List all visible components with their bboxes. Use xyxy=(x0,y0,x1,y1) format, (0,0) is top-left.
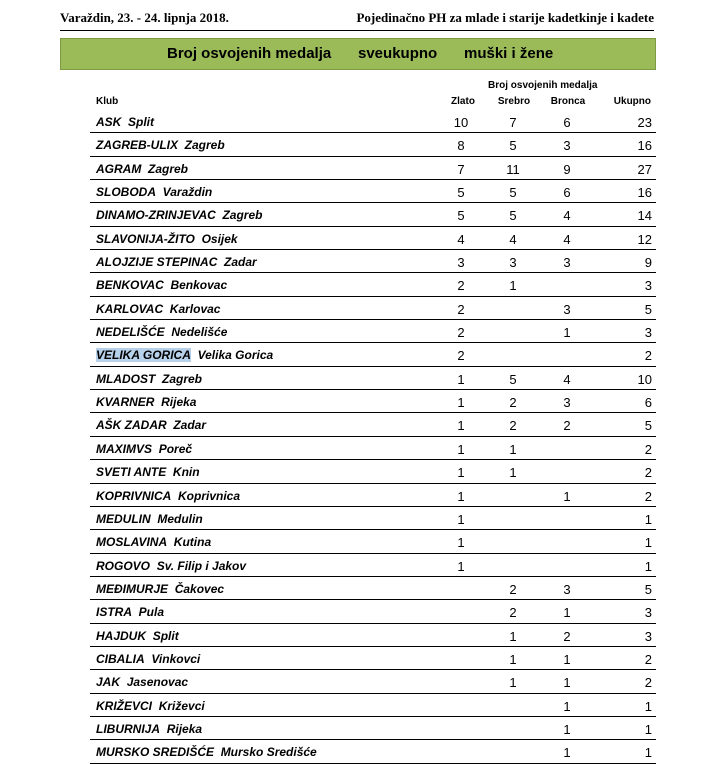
table-row xyxy=(90,227,656,250)
table-row xyxy=(90,250,656,273)
club-city: Kutina xyxy=(173,535,212,550)
gold-count: 1 xyxy=(457,488,465,504)
table-row xyxy=(90,203,656,226)
club-name: BENKOVAC xyxy=(96,278,164,293)
club-city: Koprivnica xyxy=(178,488,241,503)
club-city: Mursko Središće xyxy=(220,745,317,760)
banner-category: muški i žene xyxy=(464,45,554,62)
club-name-cell xyxy=(96,559,246,573)
gold-count: 8 xyxy=(457,138,465,154)
table-row xyxy=(90,343,656,366)
table-row xyxy=(90,717,656,740)
bronze-count: 3 xyxy=(563,301,571,317)
silver-count: 11 xyxy=(506,161,520,177)
silver-count: 2 xyxy=(509,395,517,411)
club-name-cell xyxy=(96,745,317,759)
club-city: Karlovac xyxy=(169,301,221,316)
club-name-cell xyxy=(96,395,196,409)
gold-count: 1 xyxy=(457,511,465,527)
table-row xyxy=(90,694,656,717)
club-city: Zagreb xyxy=(148,161,189,176)
club-name: AGRAM xyxy=(96,161,142,176)
club-name-cell xyxy=(96,652,200,666)
club-city: Benkovac xyxy=(170,278,228,293)
total-count: 5 xyxy=(644,581,652,597)
club-name: MLADOST xyxy=(96,371,156,386)
total-count: 16 xyxy=(637,138,652,154)
gold-count: 5 xyxy=(457,208,465,224)
gold-count: 2 xyxy=(457,278,465,294)
club-name: LIBURNIJA xyxy=(96,721,161,736)
total-count: 2 xyxy=(644,651,652,667)
table-row xyxy=(90,320,656,343)
title-banner xyxy=(60,38,656,70)
club-name-cell xyxy=(96,138,225,152)
silver-count: 5 xyxy=(509,185,517,201)
club-name: DINAMO-ZRINJEVAC xyxy=(96,208,216,223)
club-name: MAXIMVS xyxy=(96,441,153,456)
club-name-cell xyxy=(96,255,257,269)
total-count: 2 xyxy=(644,348,652,364)
gold-count: 10 xyxy=(453,115,469,130)
club-name-cell xyxy=(96,372,202,386)
page-header xyxy=(60,10,654,31)
table-row xyxy=(90,413,656,436)
club-city: Varaždin xyxy=(162,185,213,200)
silver-count: 2 xyxy=(509,605,517,621)
table-row xyxy=(90,554,656,577)
silver-count: 5 xyxy=(509,208,517,224)
bronze-count: 4 xyxy=(563,371,571,387)
total-count: 2 xyxy=(644,488,652,504)
gold-count: 1 xyxy=(457,441,465,457)
bronze-count: 4 xyxy=(563,231,571,247)
club-name-cell xyxy=(96,232,238,246)
gold-count: 1 xyxy=(457,535,465,551)
bronze-count: 2 xyxy=(563,628,571,644)
club-name-cell xyxy=(96,512,203,526)
table-row xyxy=(90,460,656,483)
club-city: Čakovec xyxy=(174,581,225,596)
club-name-cell xyxy=(96,115,154,129)
club-name-cell xyxy=(96,418,206,432)
club-name: SLAVONIJA-ŽITO xyxy=(96,231,195,246)
club-name: HAJDUK xyxy=(96,628,147,643)
club-city: Medulin xyxy=(157,511,203,526)
bronze-count: 6 xyxy=(563,115,571,130)
bronze-count: 3 xyxy=(563,255,571,271)
club-name-cell xyxy=(96,675,188,689)
club-city: Rijeka xyxy=(161,395,197,410)
total-count: 1 xyxy=(644,698,652,714)
header-date-location: Varaždin, 23. - 24. lipnja 2018. xyxy=(60,10,229,25)
club-name-cell xyxy=(96,605,164,619)
club-city: Poreč xyxy=(158,441,193,456)
club-name-cell xyxy=(96,185,212,199)
silver-count: 4 xyxy=(509,231,517,247)
total-count: 27 xyxy=(637,161,652,177)
total-count: 14 xyxy=(637,208,652,224)
club-name-cell xyxy=(96,465,200,479)
club-name: MOSLAVINA xyxy=(96,535,168,550)
table-row xyxy=(90,273,656,296)
table-row xyxy=(90,437,656,460)
club-column-header: Klub xyxy=(96,96,119,107)
club-city: Zagreb xyxy=(222,208,263,223)
club-name-cell xyxy=(96,629,179,643)
club-name: ASK xyxy=(96,115,122,129)
club-name: MEDULIN xyxy=(96,511,151,526)
table-row xyxy=(90,624,656,647)
club-city: Velika Gorica xyxy=(197,348,274,363)
club-city: Vinkovci xyxy=(151,651,201,666)
club-city: Zadar xyxy=(224,255,257,270)
bronze-count: 1 xyxy=(563,605,571,621)
total-count: 1 xyxy=(644,745,652,761)
bronze-count: 3 xyxy=(563,395,571,411)
bronze-count: 1 xyxy=(563,651,571,667)
club-city: Osijek xyxy=(201,231,238,246)
club-name: ISTRA xyxy=(96,605,132,620)
total-column-header: Ukupno xyxy=(613,96,651,107)
silver-count: 1 xyxy=(509,441,517,457)
club-city: Zagreb xyxy=(184,138,225,153)
total-count: 1 xyxy=(644,511,652,527)
table-row xyxy=(90,740,656,763)
club-name-cell xyxy=(96,489,240,503)
club-name: ALOJZIJE STEPINAC xyxy=(96,255,218,270)
club-city: Zagreb xyxy=(162,371,203,386)
table-row xyxy=(90,600,656,623)
table-row xyxy=(90,647,656,670)
gold-count: 1 xyxy=(457,465,465,481)
bronze-count: 2 xyxy=(563,418,571,434)
banner-title: Broj osvojenih medalja xyxy=(167,45,332,62)
silver-count: 5 xyxy=(509,138,517,154)
silver-column-header: Srebro xyxy=(497,96,531,107)
total-count: 6 xyxy=(644,395,652,411)
table-row xyxy=(90,297,656,320)
bronze-count: 6 xyxy=(563,185,571,201)
silver-count: 1 xyxy=(509,675,517,691)
club-name: KRIŽEVCI xyxy=(96,698,153,713)
gold-count: 1 xyxy=(457,371,465,387)
gold-count: 2 xyxy=(457,348,465,364)
club-city: Split xyxy=(128,115,155,129)
total-count: 3 xyxy=(644,628,652,644)
silver-count: 7 xyxy=(509,115,517,130)
club-name-cell xyxy=(96,208,262,222)
table-row xyxy=(90,367,656,390)
total-count: 3 xyxy=(644,605,652,621)
club-city: Knin xyxy=(172,465,200,480)
gold-count: 7 xyxy=(457,161,465,177)
club-name-cell xyxy=(96,442,192,456)
gold-count: 1 xyxy=(457,418,465,434)
bronze-column-header: Bronca xyxy=(550,96,586,107)
club-name: MURSKO SREDIŠĆE xyxy=(96,745,215,760)
club-name-cell xyxy=(96,535,211,549)
gold-count: 3 xyxy=(457,255,465,271)
club-city: Pula xyxy=(138,605,165,620)
club-name: MEĐIMURJE xyxy=(96,581,169,596)
bronze-count: 1 xyxy=(563,488,571,504)
table-row xyxy=(90,577,656,600)
table-row xyxy=(90,670,656,693)
club-name-cell xyxy=(96,722,202,736)
club-name: KOPRIVNICA xyxy=(96,488,172,503)
gold-count: 1 xyxy=(457,558,465,574)
silver-count: 2 xyxy=(509,418,517,434)
club-city: Rijeka xyxy=(166,721,203,736)
club-name: KARLOVAC xyxy=(96,301,164,316)
total-count: 9 xyxy=(644,255,652,271)
bronze-count: 1 xyxy=(563,721,571,737)
club-name: SLOBODA xyxy=(96,185,156,200)
total-count: 5 xyxy=(644,418,652,434)
silver-count: 3 xyxy=(509,255,517,271)
gold-count: 5 xyxy=(457,185,465,201)
club-name: CIBALIA xyxy=(96,651,145,666)
table-row xyxy=(90,390,656,413)
club-name: ZAGREB-ULIX xyxy=(96,138,178,153)
club-name-cell xyxy=(96,348,273,362)
total-count: 2 xyxy=(644,675,652,691)
club-city: Križevci xyxy=(158,698,205,713)
total-count: 16 xyxy=(637,185,652,201)
table-row xyxy=(90,180,656,203)
total-count: 10 xyxy=(637,371,652,387)
bronze-count: 3 xyxy=(563,138,571,154)
club-name: ROGOVO xyxy=(96,558,151,573)
total-count: 3 xyxy=(644,278,652,294)
bronze-count: 1 xyxy=(563,745,571,761)
silver-count: 2 xyxy=(509,581,517,597)
club-name-cell xyxy=(96,325,227,339)
club-name: AŠK ZADAR xyxy=(96,418,167,433)
total-count: 1 xyxy=(644,535,652,551)
club-name: NEDELIŠĆE xyxy=(96,325,165,340)
club-city: Zadar xyxy=(173,418,207,433)
club-name: JAK xyxy=(96,675,121,690)
silver-count: 1 xyxy=(509,278,517,294)
bronze-count: 1 xyxy=(563,698,571,714)
gold-count: 2 xyxy=(457,325,465,341)
total-count: 3 xyxy=(644,325,652,341)
club-city: Jasenovac xyxy=(126,675,189,690)
table-row xyxy=(90,484,656,507)
club-name: VELIKA GORICA xyxy=(96,348,191,363)
table-row xyxy=(90,133,656,156)
total-count: 23 xyxy=(637,115,652,130)
club-city: Split xyxy=(152,628,179,643)
total-count: 2 xyxy=(644,441,652,457)
total-count: 1 xyxy=(644,721,652,737)
bronze-count: 1 xyxy=(563,325,571,341)
club-name-cell xyxy=(96,699,205,713)
club-name-cell xyxy=(96,162,188,176)
silver-count: 1 xyxy=(509,465,517,481)
club-name-cell xyxy=(96,278,227,292)
table-row xyxy=(90,507,656,530)
total-count: 12 xyxy=(637,231,652,247)
bronze-count: 3 xyxy=(563,581,571,597)
medal-table xyxy=(90,110,656,764)
gold-count: 2 xyxy=(457,301,465,317)
club-name: SVETI ANTE xyxy=(96,465,167,480)
gold-column-header: Zlato xyxy=(451,96,475,107)
club-name-cell xyxy=(96,582,224,596)
bronze-count: 9 xyxy=(563,161,571,177)
club-city: Sv. Filip i Jakov xyxy=(156,558,247,573)
gold-count: 4 xyxy=(457,231,465,247)
header-competition-title: Pojedinačno PH za mlade i starije kadetkinje i kadete xyxy=(356,10,654,25)
total-count: 5 xyxy=(644,301,652,317)
silver-count: 1 xyxy=(509,651,517,667)
club-city: Nedelišće xyxy=(171,325,228,340)
medal-group-header: Broj osvojenih medalja xyxy=(488,80,598,91)
club-name: KVARNER xyxy=(96,395,155,410)
table-row xyxy=(90,110,656,133)
banner-scope: sveukupno xyxy=(358,45,438,62)
silver-count: 5 xyxy=(509,371,517,387)
total-count: 2 xyxy=(644,465,652,481)
gold-count: 1 xyxy=(457,395,465,411)
bronze-count: 4 xyxy=(563,208,571,224)
bronze-count: 1 xyxy=(563,675,571,691)
table-row xyxy=(90,530,656,553)
club-name-cell xyxy=(96,302,220,316)
silver-count: 1 xyxy=(509,628,517,644)
table-row xyxy=(90,157,656,180)
total-count: 1 xyxy=(644,558,652,574)
